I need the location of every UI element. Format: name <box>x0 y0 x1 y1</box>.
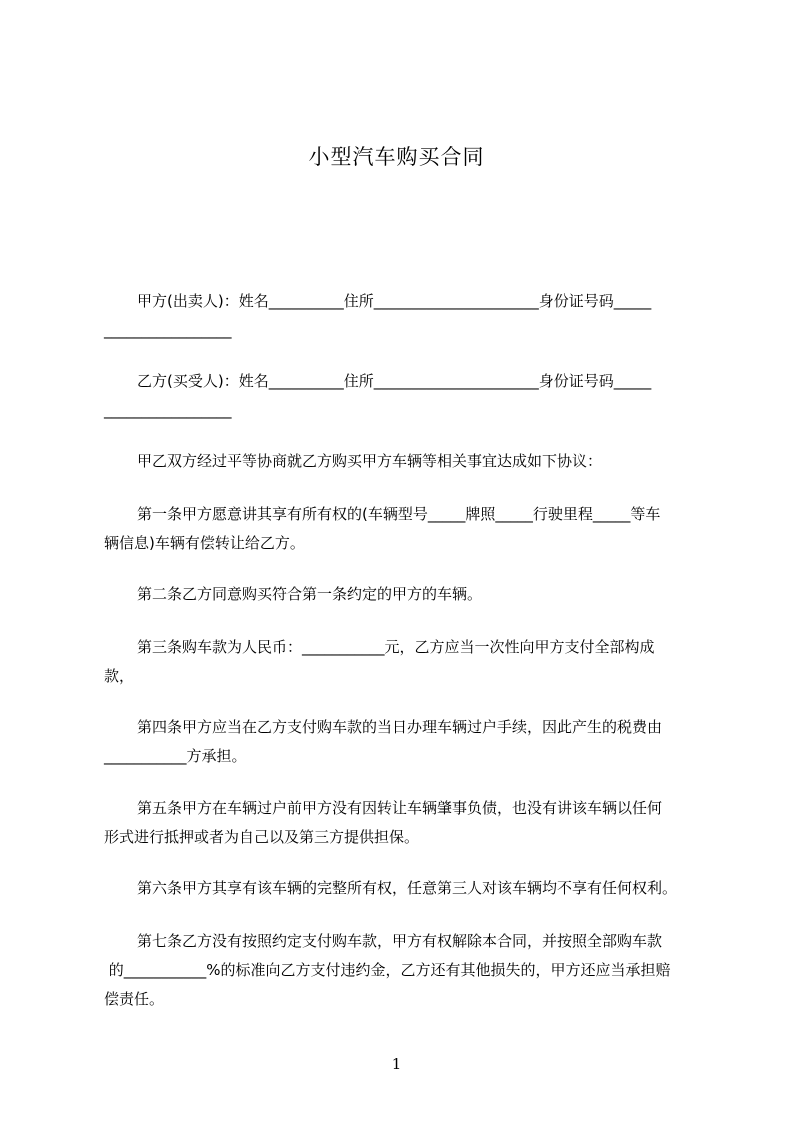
article-6-line-1: 第六条甲方其享有该车辆的完整所有权，任意第三人对该车辆均不享有任何权利。 <box>137 879 678 897</box>
article-5-line-1: 第五条甲方在车辆过户前甲方没有因转让车辆肇事负债，也没有讲该车辆以任何 <box>137 799 663 817</box>
article-7-line-1: 第七条乙方没有按照约定支付购车款，甲方有权解除本合同，并按照全部购车款 <box>137 932 663 950</box>
party-a-line-1: 甲方(出卖人)：姓名__________住所______________________身份证号码_____ <box>137 292 652 310</box>
party-b-line-1: 乙方(买受人)：姓名__________住所______________________身份证号码_____ <box>137 372 652 390</box>
article-1-line-1: 第一条甲方愿意讲其享有所有权的(车辆型号_____牌照_____行驶里程_____等车 <box>137 505 661 523</box>
party-b-line-2: _________________ <box>104 401 232 419</box>
party-a-line-2: _________________ <box>104 321 232 339</box>
article-2-line-1: 第二条乙方同意购买符合第一条约定的甲方的车辆。 <box>137 585 483 603</box>
article-3-line-2: 款， <box>104 667 135 685</box>
article-4-line-1: 第四条甲方应当在乙方支付购车款的当日办理车辆过户手续，因此产生的税费由 <box>137 718 663 736</box>
article-7-line-3: 偿责任。 <box>104 990 165 1008</box>
article-5-line-2: 形式进行抵押或者为自己以及第三方提供担保。 <box>104 828 420 846</box>
article-4-line-2: ___________方承担。 <box>104 747 247 765</box>
article-1-line-2: 辆信息)车辆有偿转让给乙方。 <box>104 534 305 552</box>
contract-title: 小型汽车购买合同 <box>308 145 485 169</box>
page-number: 1 <box>391 1055 402 1073</box>
intro-paragraph: 甲乙双方经过平等协商就乙方购买甲方车辆等相关事宜达成如下协议： <box>137 452 603 470</box>
article-3-line-1: 第三条购车款为人民币：___________元，乙方应当一次性向甲方支付全部构成 <box>137 638 655 656</box>
article-7-line-2: 的___________%的标准向乙方支付违约金，乙方还有其他损失的，甲方还应当承担赔 <box>104 961 671 979</box>
